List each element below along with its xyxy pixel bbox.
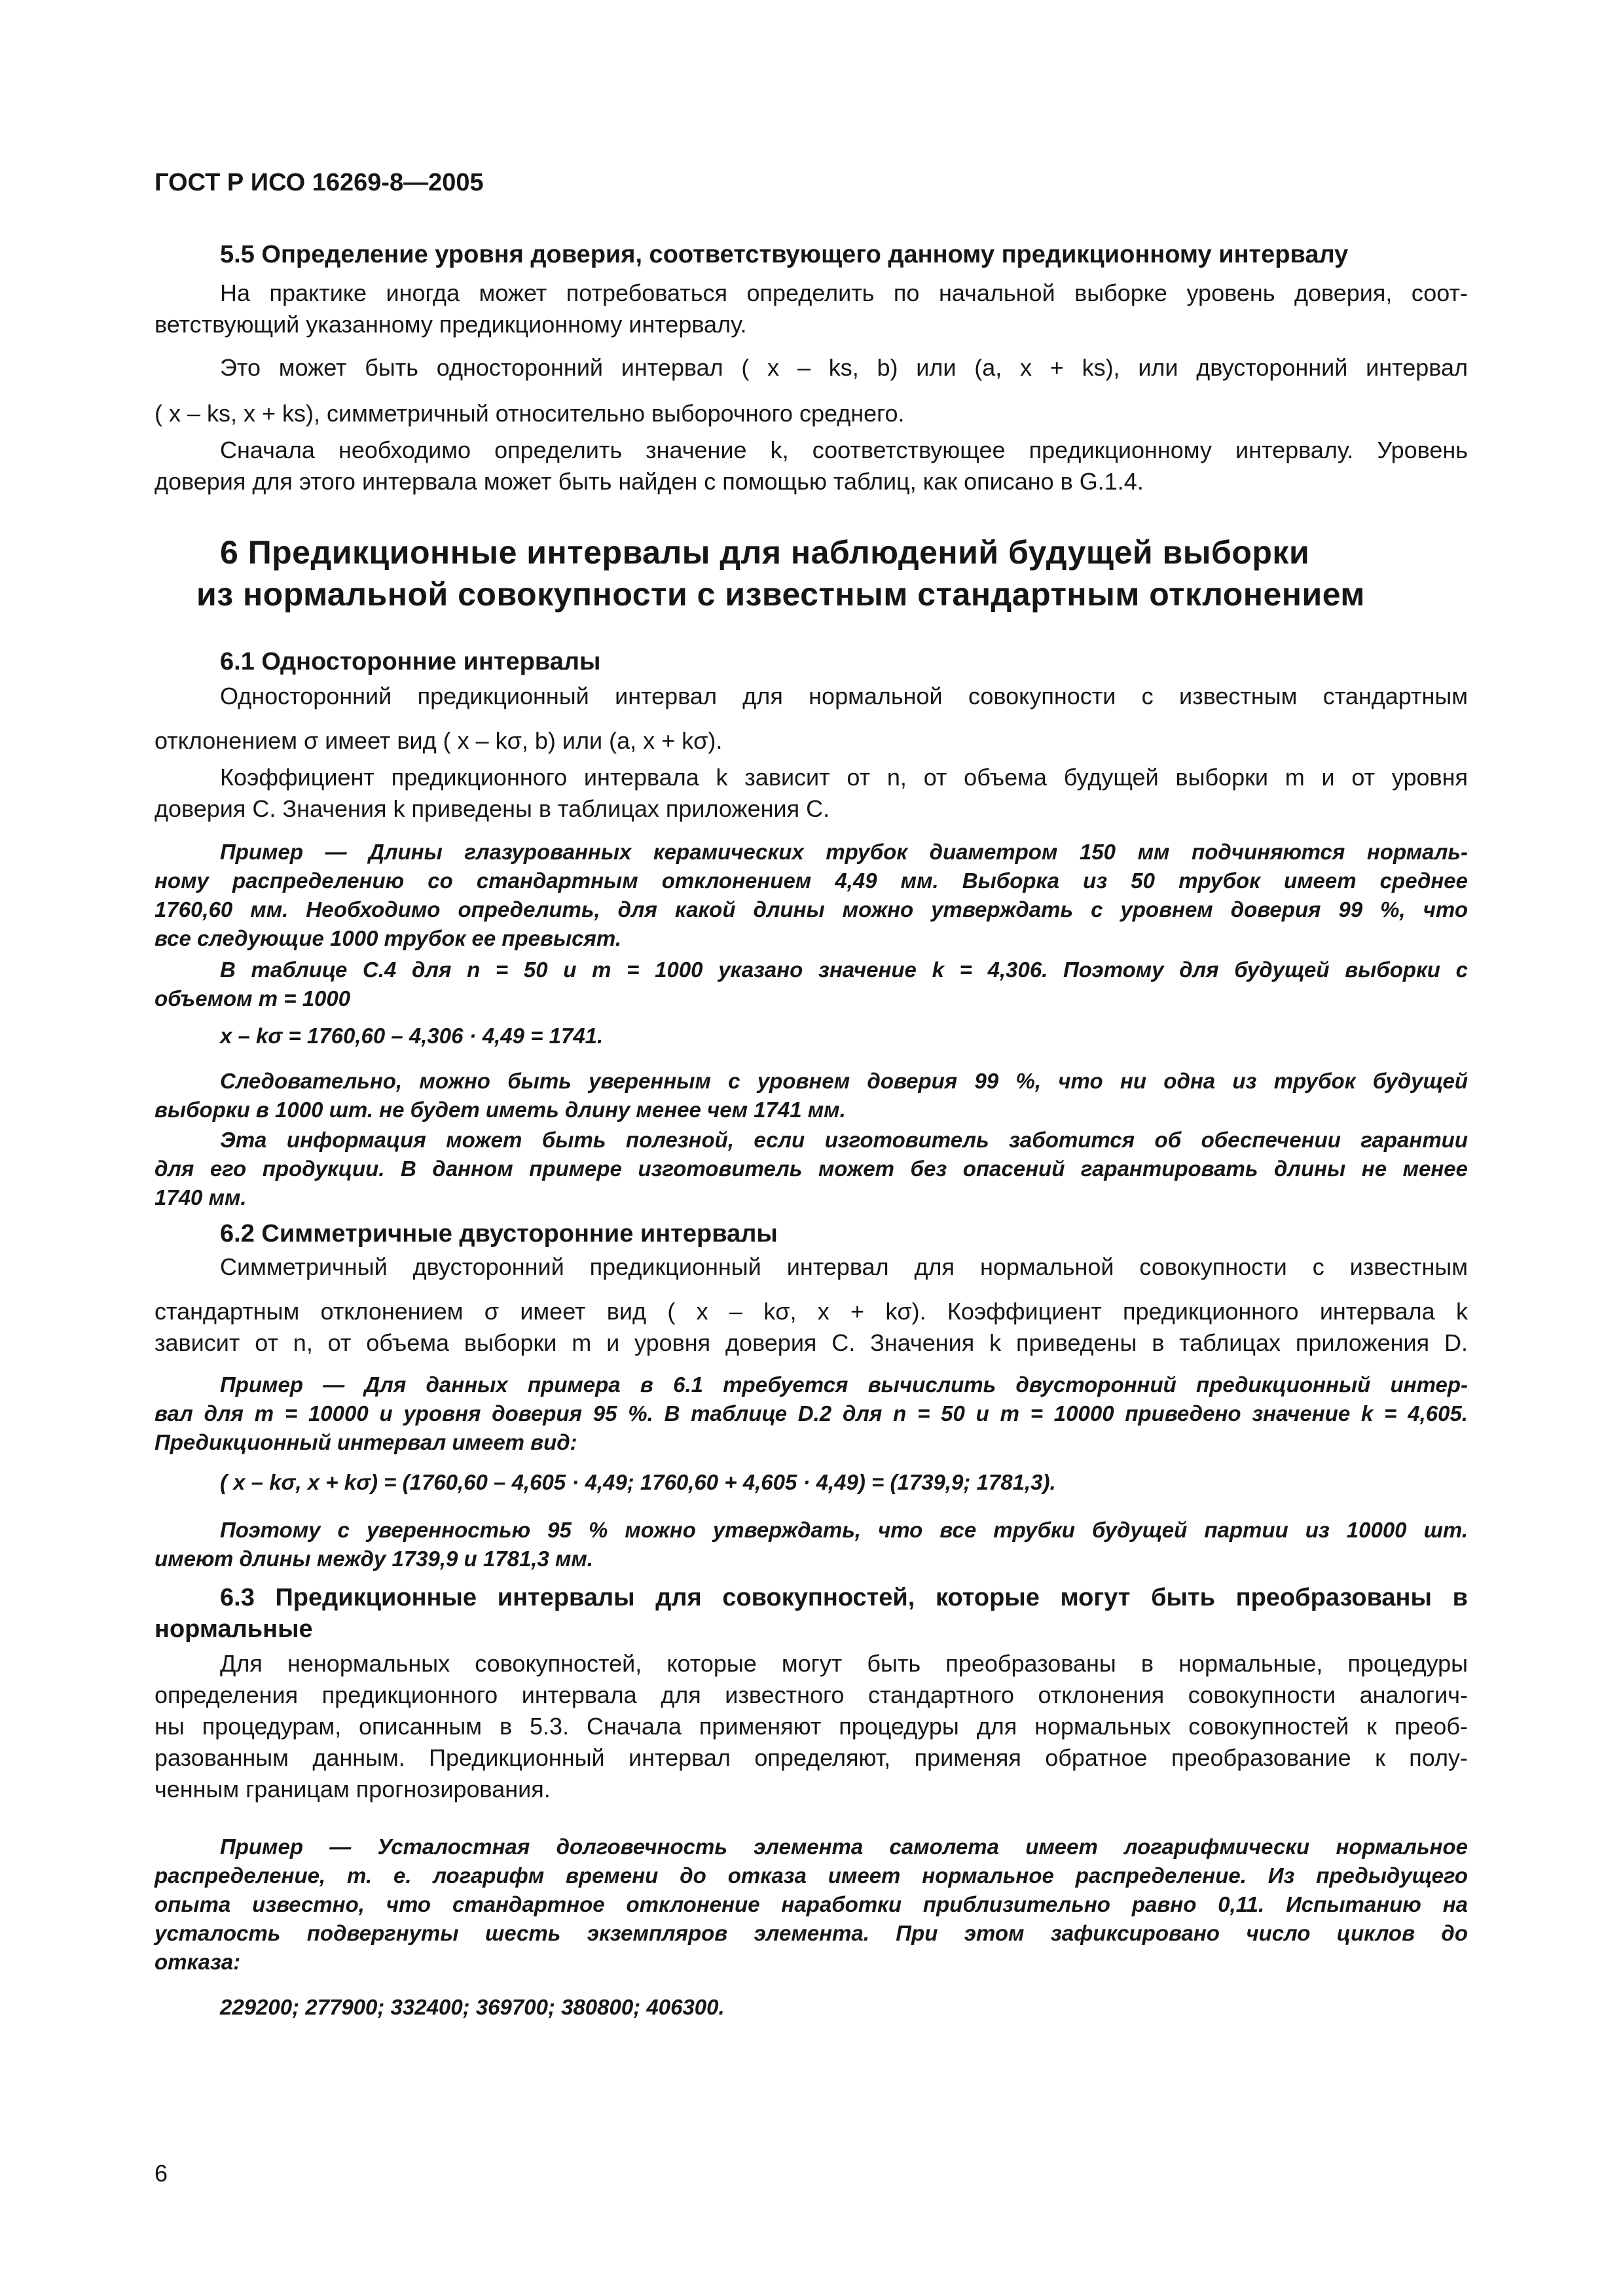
example-text-line: вал для m = 10000 и уровня доверия 95 %. В таблице D.2 для n = 50 и m = 10000 приведено значение k = 4,605. <box>155 1401 1468 1426</box>
example-text-line: распределение, т. е. логарифм времени до отказа имеет нормальное распределение. Из предыдущего <box>155 1863 1468 1888</box>
paragraph-line: стандартным отклонением σ имеет вид ( x – kσ, x + kσ). Коэффициент предикционного интервала k <box>155 1298 1468 1325</box>
example-text-line: Следовательно, можно быть уверенным с уровнем доверия 99 %, что ни одна из трубок будущей <box>220 1069 1468 1093</box>
paragraph-line: На практике иногда может потребоваться определить по начальной выборке уровень доверия, соот- <box>220 279 1468 306</box>
paragraph-line: Это может быть односторонний интервал ( x – ks, b) или (a, x + ks), или двусторонний интервал <box>220 354 1468 381</box>
paragraph-line: разованным данным. Предикционный интервал определяют, применяя обратное преобразование к полу- <box>155 1744 1468 1771</box>
subsection-heading: 6.3 Предикционные интервалы для совокупностей, которые могут быть преобразованы в <box>220 1584 1468 1611</box>
example-text-line: Пример — Для данных примера в 6.1 требуется вычислить двусторонний предикционный интер- <box>220 1372 1468 1397</box>
example-text-line: Пример — Длины глазурованных керамических трубок диаметром 150 мм подчиняются нормаль- <box>220 840 1468 864</box>
paragraph-line: Сначала необходимо определить значение k, соответствующее предикционному интервалу. Уровень <box>220 437 1468 463</box>
example-text-line: Поэтому с уверенностью 95 % можно утверждать, что все трубки будущей партии из 10000 шт. <box>220 1518 1468 1542</box>
subsection-heading: 6.1 Односторонние интервалы <box>220 648 601 675</box>
example-text-line: объемом m = 1000 <box>155 986 351 1011</box>
paragraph-line: Для ненормальных совокупностей, которые могут быть преобразованы в нормальные, процедуры <box>220 1650 1468 1677</box>
formula-line: ( x – kσ, x + kσ) = (1760,60 – 4,605 · 4,49; 1760,60 + 4,605 · 4,49) = (1739,9; 1781,3). <box>220 1470 1056 1494</box>
example-text-line: 1740 мм. <box>155 1185 247 1210</box>
document-header: ГОСТ Р ИСО 16269-8—2005 <box>155 169 484 196</box>
section-heading: 6 Предикционные интервалы для наблюдений будущей выборки <box>220 534 1310 571</box>
paragraph-line: ны процедурам, описанным в 5.3. Сначала применяют процедуры для нормальных совокупностей к преоб- <box>155 1713 1468 1740</box>
example-text-line: Пример — Усталостная долговечность элемента самолета имеет логарифмически нормальное <box>220 1835 1468 1859</box>
paragraph-line: определения предикционного интервала для известного стандартного отклонения совокупности аналогич- <box>155 1681 1468 1708</box>
example-text-line: Предикционный интервал имеет вид: <box>155 1430 577 1454</box>
formula-line: x – kσ = 1760,60 – 4,306 · 4,49 = 1741. <box>220 1024 604 1048</box>
example-text-line: все следующие 1000 трубок ее превысят. <box>155 926 621 950</box>
paragraph-line: ( x – ks, x + ks), симметричный относительно выборочного среднего. <box>155 400 905 427</box>
paragraph-line: зависит от n, от объема выборки m и уровня доверия C. Значения k приведены в таблицах приложения D. <box>155 1329 1468 1356</box>
paragraph-line: Симметричный двусторонний предикционный интервал для нормальной совокупности с известным <box>220 1253 1468 1280</box>
example-text-line: усталость подвергнуты шесть экземпляров элемента. При этом зафиксировано число циклов до <box>155 1921 1468 1945</box>
example-text-line: ному распределению со стандартным отклонением 4,49 мм. Выборка из 50 трубок имеет среднее <box>155 869 1468 893</box>
subsection-heading: 6.2 Симметричные двусторонние интервалы <box>220 1220 778 1247</box>
paragraph-line: Односторонний предикционный интервал для нормальной совокупности с известным стандартным <box>220 683 1468 709</box>
example-text-line: В таблице C.4 для n = 50 и m = 1000 указано значение k = 4,306. Поэтому для будущей выборки с <box>220 958 1468 982</box>
formula-line: 229200; 277900; 332400; 369700; 380800; 406300. <box>220 1995 725 2019</box>
example-text-line: выборки в 1000 шт. не будет иметь длину менее чем 1741 мм. <box>155 1098 846 1122</box>
subsection-heading: 5.5 Определение уровня доверия, соответствующего данному предикционному интервалу <box>220 241 1349 268</box>
paragraph-line: доверия C. Значения k приведены в таблицах приложения C. <box>155 795 830 822</box>
section-heading: из нормальной совокупности с известным стандартным отклонением <box>196 576 1365 613</box>
example-text-line: опыта известно, что стандартное отклонение наработки приблизительно равно 0,11. Испытанию на <box>155 1892 1468 1916</box>
paragraph-line: ветствующий указанному предикционному интервалу. <box>155 311 747 338</box>
subsection-heading: нормальные <box>155 1615 313 1643</box>
page-number: 6 <box>155 2160 168 2187</box>
example-text-line: 1760,60 мм. Необходимо определить, для какой длины можно утверждать с уровнем доверия 99 %, что <box>155 897 1468 922</box>
example-text-line: Эта информация может быть полезной, если изготовитель заботится об обеспечении гарантии <box>220 1128 1468 1152</box>
example-text-line: для его продукции. В данном примере изготовитель может без опасений гарантировать длины не менее <box>155 1157 1468 1181</box>
paragraph-line: ченным границам прогнозирования. <box>155 1776 551 1803</box>
example-text-line: отказа: <box>155 1950 241 1974</box>
paragraph-line: отклонением σ имеет вид ( x – kσ, b) или (a, x + kσ). <box>155 727 723 754</box>
paragraph-line: доверия для этого интервала может быть найден с помощью таблиц, как описано в G.1.4. <box>155 468 1144 495</box>
paragraph-line: Коэффициент предикционного интервала k зависит от n, от объема будущей выборки m и от уровня <box>220 764 1468 791</box>
example-text-line: имеют длины между 1739,9 и 1781,3 мм. <box>155 1547 593 1571</box>
